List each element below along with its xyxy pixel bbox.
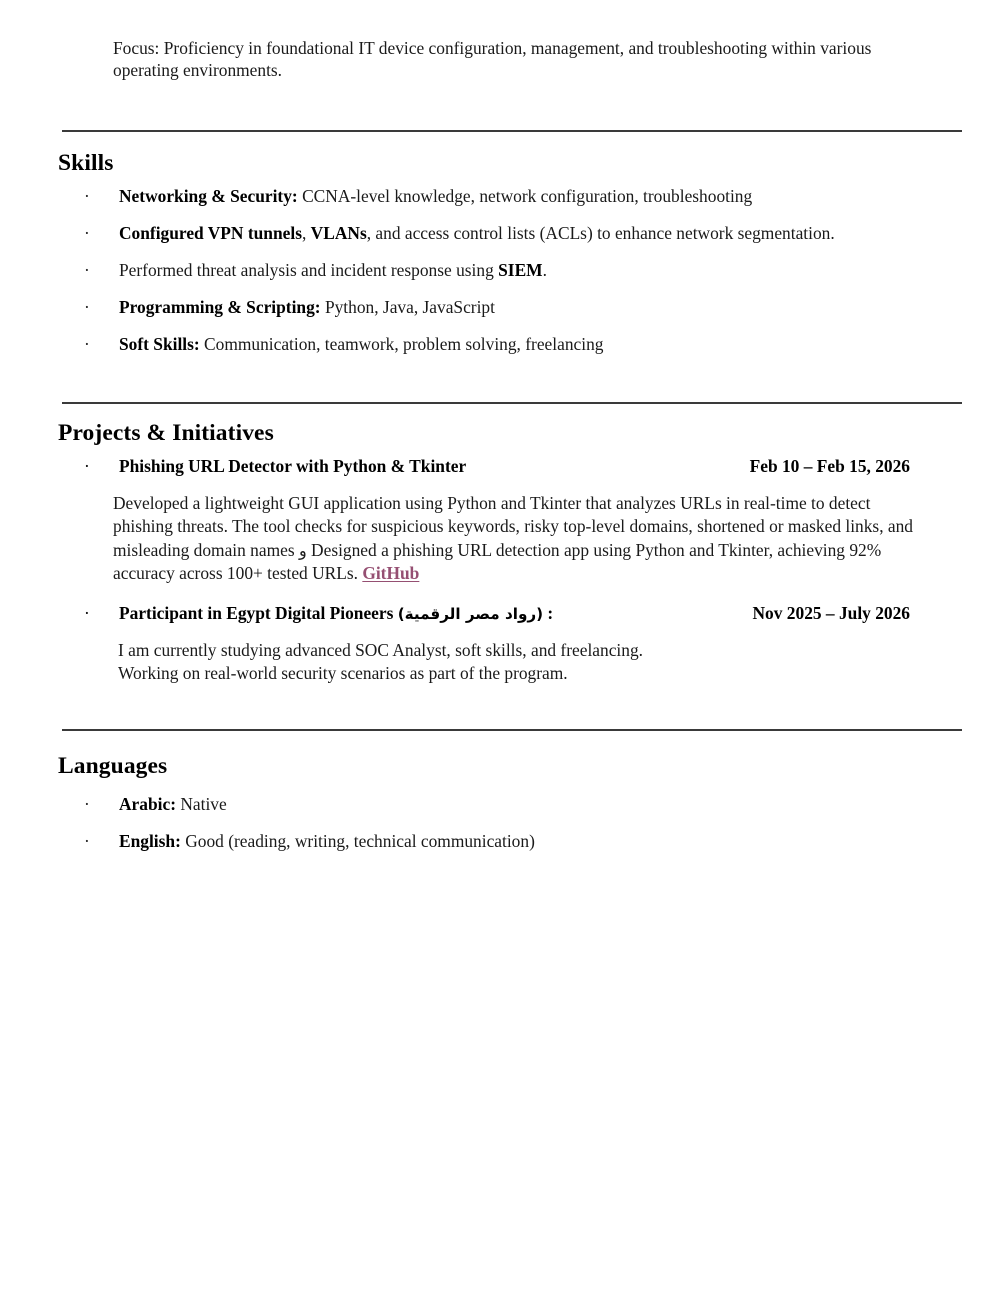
list-item [0,186,1000,208]
project-title: Phishing URL Detector with Python & Tkinter [119,456,467,476]
skill-label: Networking & Security: [119,186,298,206]
section-divider-languages [62,729,962,731]
bullet-icon: · [84,830,90,851]
description-part-1: Developed a lightweight GUI application using Python and Tkinter that analyzes URLs in real-time to detect phishing threats. The tool checks for suspicious keywords, risky top-level domains, shortened or masked links, and misleading domain names [113,492,913,560]
project-header [0,456,1000,478]
spacer [0,478,1000,492]
project-description [0,492,1000,586]
description-part-2: Designed a phishing URL detection app using Python and Tkinter, achieving 92% accuracy across 100+ tested URLs. [113,539,882,583]
list-item [0,223,1000,245]
bullet-icon: · [84,602,90,623]
skill-text: CCNA-level knowledge, network configuration, troubleshooting [297,186,753,206]
bullet-icon: · [84,794,90,814]
skills-list [0,186,1000,356]
focus-paragraph: Focus: Proficiency in foundational IT device configuration, management, and troubleshooting within various operating environments. [113,38,872,80]
arabic-waw: و [298,540,307,560]
project-title-suffix: : [543,602,554,623]
list-item [0,794,1000,816]
spacer [0,586,1000,603]
skill-text: Communication, teamwork, problem solving, freelancing [199,334,604,354]
spacer [0,282,1000,298]
list-item [0,260,1000,282]
skill-text: Python, Java, JavaScript [320,297,495,317]
bullet-icon: · [84,260,90,280]
project-note-line-1: I am currently studying advanced SOC Analyst, soft skills, and freelancing. [118,640,643,660]
bullet-icon: · [84,297,90,317]
project-note-line-2: Working on real-world security scenarios as part of the program. [118,663,568,683]
bullet-icon: · [84,334,90,354]
skill-emphasis: VLANs [310,223,367,243]
list-item [0,831,1000,853]
project-title-arabic: (رواد مصر الرقمية) [397,604,544,623]
github-link[interactable]: GitHub [362,563,420,583]
spacer [0,319,1000,335]
languages-list [0,794,1000,852]
language-label: English: [119,830,181,851]
bullet-icon: · [84,456,90,476]
project-title: Participant in Egypt Digital Pioneers [119,602,398,623]
project-dates: Nov 2025 – July 2026 [752,602,910,623]
language-label: Arabic: [119,794,176,814]
language-level: Native [176,794,227,814]
skill-label: Configured VPN tunnels [119,223,302,243]
section-heading-skills: Skills [58,150,114,176]
list-item [0,334,1000,356]
skill-label: Programming & Scripting: [119,297,321,317]
skill-emphasis: SIEM [498,260,543,280]
section-divider-skills [62,130,962,132]
skill-label: Soft Skills: [119,334,200,354]
spacer [0,208,1000,224]
section-divider-projects [62,402,962,404]
list-item [0,297,1000,319]
project-dates: Feb 10 – Feb 15, 2026 [749,456,910,476]
language-level: Good (reading, writing, technical communication) [180,830,535,851]
spacer [0,625,1000,639]
skill-text: Performed threat analysis and incident response using SIEM. [119,260,547,280]
skill-text: , VLANs, and access control lists (ACLs) to enhance network segmentation. [301,223,835,243]
bullet-icon: · [84,223,90,243]
project-header [0,603,1000,626]
projects-list [0,456,1000,685]
spacer [0,816,1000,831]
spacer [0,245,1000,261]
bullet-icon: · [84,186,90,206]
section-heading-projects: Projects & Initiatives [58,420,274,446]
section-heading-languages: Languages [58,753,168,779]
